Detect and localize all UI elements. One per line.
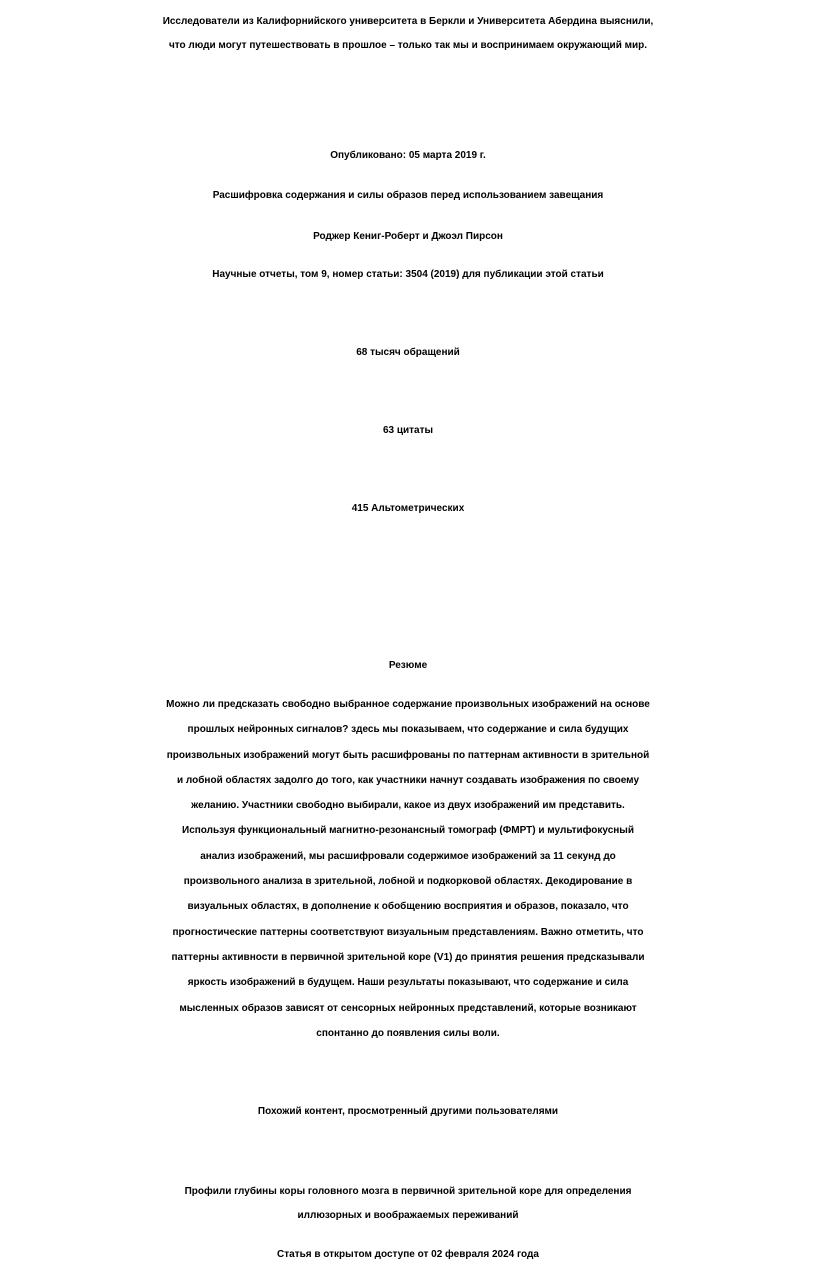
summary-line: паттерны активности в первичной зрительной коре (V1) до принятия решения предсказывали <box>171 951 645 963</box>
article-authors: Роджер Кениг-Роберт и Джоэл Пирсон <box>313 231 503 242</box>
metric-altmetric: 415 Альтометрических <box>351 503 465 514</box>
summary-line: Можно ли предсказать свободно выбранное содержание произвольных изображений на основе <box>166 699 650 710</box>
summary-line: и лобной областях задолго до того, как участники начнут создавать изображения по своему <box>176 774 640 786</box>
summary-line: прошлых нейронных сигналов? здесь мы показываем, что содержание и сила будущих <box>187 724 629 736</box>
related-title-line-2: иллюзорных и воображаемых переживаний <box>297 1210 519 1221</box>
intro-text <box>0 10 816 58</box>
summary-body <box>0 692 816 1046</box>
published-date: Опубликовано: 05 марта 2019 г. <box>330 150 486 161</box>
related-title-line-1: Профили глубины коры головного мозга в первичной зрительной коре для определения <box>184 1186 632 1197</box>
journal-info: Научные отчеты, том 9, номер статьи: 3504 (2019) для публикации этой статьи <box>212 269 604 280</box>
related-article-title[interactable] <box>0 1180 816 1228</box>
summary-line: Используя функциональный магнитно-резонансный томограф (ФМРТ) и мультифокусный <box>182 825 634 837</box>
intro-line-2: что люди могут путешествовать в прошлое – только так мы и воспринимаем окружающий мир. <box>168 40 648 51</box>
similar-content-heading: Похожий контент, просмотренный другими пользователями <box>257 1106 559 1117</box>
summary-line: произвольных изображений могут быть расшифрованы по паттернам активности в зрительной <box>166 749 650 761</box>
metric-views: 68 тысяч обращений <box>356 347 460 358</box>
summary-heading: Резюме <box>388 660 428 671</box>
intro-line-1: Исследователи из Калифорнийского университета в Беркли и Университета Абердина выяснили, <box>162 16 654 27</box>
article-title: Расшифровка содержания и силы образов перед использованием завещания <box>212 190 604 201</box>
summary-line: визуальных областях, в дополнение к обобщению восприятия и образов, показало, что <box>187 901 629 913</box>
summary-line: мысленных образов зависят от сенсорных нейронных представлений, которые возникают <box>179 1002 637 1014</box>
summary-line: желанию. Участники свободно выбирали, какое из двух изображений им представить. <box>191 800 625 812</box>
summary-line: анализ изображений, мы расшифровали содержимое изображений за 11 секунд до <box>200 850 616 862</box>
summary-line: прогностические паттерны соответствуют визуальным представлениям. Важно отметить, что <box>172 926 644 938</box>
summary-line: спонтанно до появления силы воли. <box>316 1027 500 1039</box>
metric-citations: 63 цитаты <box>382 425 434 436</box>
related-article-date: Статья в открытом доступе от 02 февраля 2024 года <box>277 1249 539 1260</box>
summary-line: яркость изображений в будущем. Наши результаты показывают, что содержание и сила <box>187 977 629 989</box>
summary-line: произвольного анализа в зрительной, лобной и подкорковой областях. Декодирование в <box>183 876 633 888</box>
